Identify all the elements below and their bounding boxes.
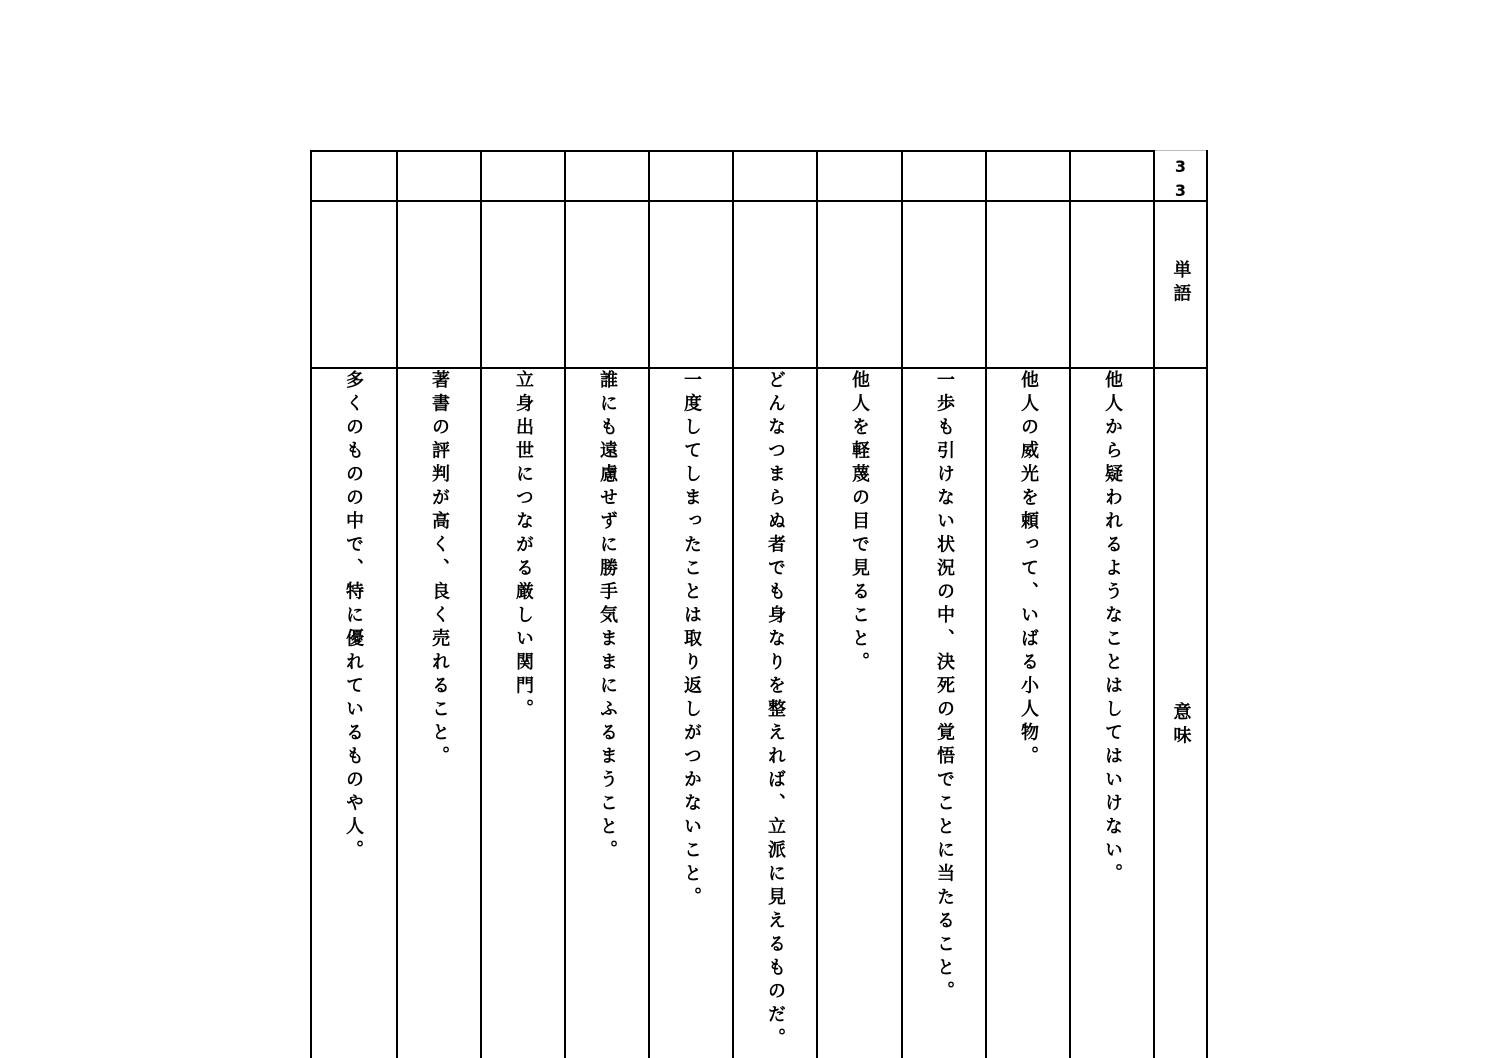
table-top-border: [310, 150, 1155, 152]
meaning-text-1: 他人から疑われるようなことはしてはいけない。: [1102, 370, 1123, 887]
meaning-text-6: 一度してしまったことは取り返しがつかないこと。: [681, 370, 702, 911]
entry-column-9: [396, 150, 480, 1058]
meaning-text-7: 誰にも遠慮せずに勝手気ままにふるまうこと。: [597, 370, 618, 864]
meaning-text-10: 多くのものの中で、特に優れているものや人。: [343, 370, 364, 864]
meaning-text-2: 他人の威光を頼って、いばる小人物。: [1018, 370, 1039, 770]
word-row-top-border: [310, 200, 1208, 202]
meaning-text-3: 一歩も引けない状況の中、決死の覚悟でことに当たること。: [934, 370, 955, 1005]
meaning-text-5: どんなつまらぬ者でも身なりを整えれば、立派に見えるものだ。: [765, 370, 786, 1052]
meaning-text-9: 著書の評判が高く、良く売れること。: [429, 370, 450, 770]
page-number-cell: [1155, 150, 1206, 200]
entry-column-6: [648, 150, 732, 1058]
label-column: [1153, 150, 1208, 1058]
meaning-row-top-border: [310, 367, 1208, 369]
meaning-text-8: 立身出世につながる厳しい関門。: [513, 370, 534, 723]
entry-column-10: [310, 150, 394, 1058]
entry-column-8: [480, 150, 564, 1058]
entry-column-3: [901, 150, 985, 1058]
entry-column-2: [985, 150, 1069, 1058]
page-number: [1175, 155, 1186, 203]
entry-column-7: [564, 150, 648, 1058]
page-number-digit-2: 3: [1174, 181, 1187, 200]
page-number-digit-1: 3: [1174, 157, 1187, 176]
meaning-text-4: 他人を軽蔑の目で見ること。: [849, 370, 870, 676]
meaning-header: 意味: [1170, 702, 1192, 749]
entry-column-5: [732, 150, 816, 1058]
vocabulary-sheet: [310, 150, 1208, 1058]
entry-column-1: [1069, 150, 1153, 1058]
word-header: 単語: [1170, 260, 1192, 307]
entry-column-4: [816, 150, 900, 1058]
